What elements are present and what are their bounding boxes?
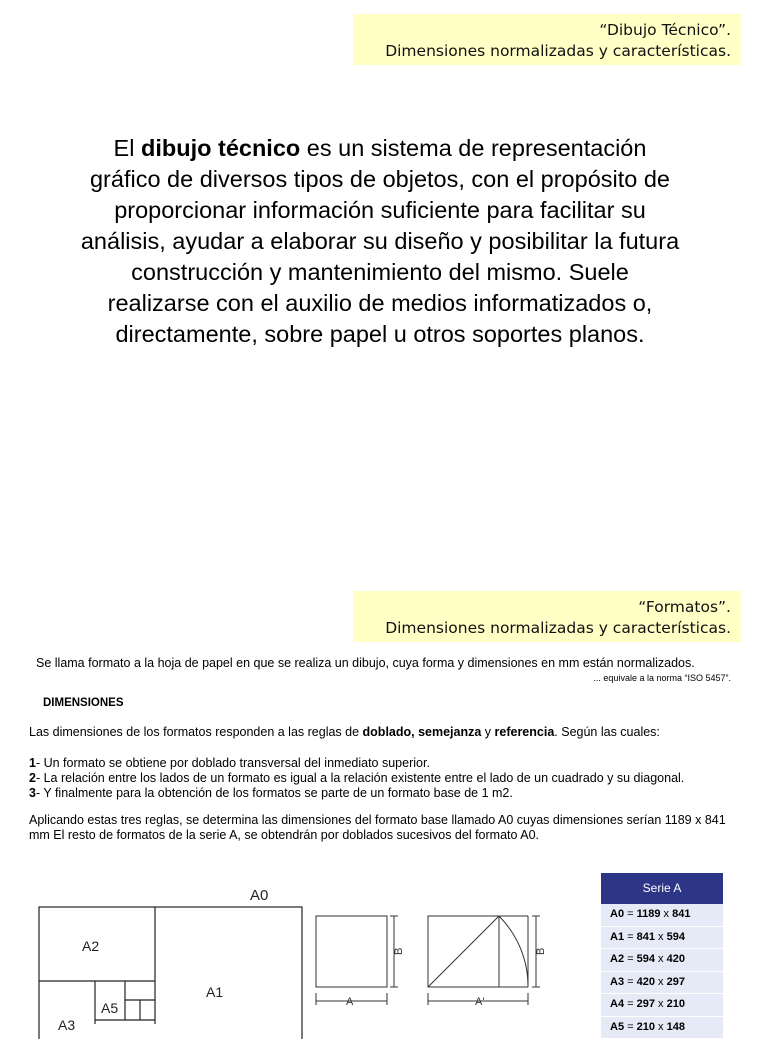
formato-definition: Se llama formato a la hoja de papel en que se realiza un dibujo, cuya forma y dimensiones en mm están normalizados. bbox=[36, 656, 736, 671]
rules-intro-bold-2: referencia bbox=[495, 725, 555, 739]
format-height: 210 bbox=[667, 998, 685, 1010]
rules-intro-c: . Según las cuales: bbox=[554, 725, 660, 739]
format-height: 841 bbox=[672, 908, 690, 920]
format-width: 210 bbox=[637, 1021, 655, 1033]
intro-rest: es un sistema de representación gráfico de diversos tipos de objetos, con el propósito de proporcionar información suficiente para facilitar su análisis, ayudar a elaborar su diseño y posibilitar la futura construcción y mantenimiento del mismo. Suele realizarse con el auxilio de medios informatizados o, directamente, sobre papel u otros soportes planos. bbox=[81, 135, 679, 347]
rule-number: 3 bbox=[29, 786, 36, 800]
equals-sign: = bbox=[624, 953, 637, 965]
format-width: 420 bbox=[637, 976, 655, 988]
rule-number: 1 bbox=[29, 756, 36, 770]
rule-item bbox=[29, 771, 749, 786]
label-a1: A1 bbox=[206, 984, 223, 1000]
times-sign: x bbox=[655, 931, 667, 943]
format-name: A2 bbox=[610, 953, 624, 965]
dimensiones-heading: DIMENSIONES bbox=[43, 696, 124, 711]
format-height: 594 bbox=[667, 931, 685, 943]
label-a5: A5 bbox=[101, 1000, 118, 1016]
format-width: 297 bbox=[637, 998, 655, 1010]
equals-sign: = bbox=[624, 998, 637, 1010]
format-name: A4 bbox=[610, 998, 624, 1010]
rules-list bbox=[29, 756, 749, 801]
table-row bbox=[601, 994, 723, 1017]
equals-sign: = bbox=[624, 976, 637, 988]
table-row bbox=[601, 904, 723, 927]
square-diagonal-diagram bbox=[310, 905, 570, 1024]
a0-paragraph: Aplicando estas tres reglas, se determina las dimensiones del formato base llamado A0 cuyas dimensiones serían 1189 x 841 mm El resto de formatos de la serie A, se obtendrán por doblados sucesivos del formato A0. bbox=[29, 813, 729, 843]
format-width: 1189 bbox=[637, 908, 661, 920]
table-row bbox=[601, 972, 723, 995]
intro-paragraph bbox=[80, 133, 680, 350]
times-sign: x bbox=[655, 998, 667, 1010]
rules-intro-bold-1: doblado, semejanza bbox=[363, 725, 482, 739]
format-name: A5 bbox=[610, 1021, 624, 1033]
label-a: A bbox=[346, 996, 354, 1008]
format-name: A3 bbox=[610, 976, 624, 988]
equals-sign: = bbox=[624, 908, 637, 920]
format-height: 420 bbox=[667, 953, 685, 965]
format-name: A1 bbox=[610, 931, 624, 943]
table-row bbox=[601, 1017, 723, 1039]
slide1-title-box bbox=[353, 14, 741, 65]
diagonal-line bbox=[428, 916, 499, 987]
times-sign: x bbox=[655, 1021, 667, 1033]
diagonal-arc bbox=[499, 916, 528, 987]
format-name: A0 bbox=[610, 908, 624, 920]
slide2-title: “Formatos”. bbox=[363, 597, 731, 618]
format-height: 297 bbox=[667, 976, 685, 988]
table-row bbox=[601, 949, 723, 972]
rules-intro bbox=[29, 725, 739, 740]
slide2-title-box bbox=[353, 591, 741, 642]
label-b2: B bbox=[535, 948, 547, 955]
equals-sign: = bbox=[624, 1021, 637, 1033]
label-a0: A0 bbox=[250, 887, 268, 904]
format-width: 841 bbox=[637, 931, 655, 943]
intro-lead: El bbox=[114, 135, 141, 161]
table-row bbox=[601, 927, 723, 950]
label-a2: A2 bbox=[82, 938, 99, 954]
rules-intro-a: Las dimensiones de los formatos responden a las reglas de bbox=[29, 725, 363, 739]
rule-text: - Y finalmente para la obtención de los formatos se parte de un formato base de 1 m2. bbox=[36, 786, 513, 800]
format-subdivision-diagram bbox=[30, 880, 280, 1024]
format-height: 148 bbox=[667, 1021, 685, 1033]
rule-number: 2 bbox=[29, 771, 36, 785]
equals-sign: = bbox=[624, 931, 637, 943]
rule-text: - La relación entre los lados de un formato es igual a la relación existente entre el lado de un cuadrado y su diagonal. bbox=[36, 771, 684, 785]
slide2-subtitle: Dimensiones normalizadas y características. bbox=[363, 618, 731, 638]
times-sign: x bbox=[655, 976, 667, 988]
serie-a-table bbox=[601, 873, 723, 1039]
iso-note: ... equivale a la norma “ISO 5457”. bbox=[593, 671, 731, 686]
rule-item bbox=[29, 756, 749, 771]
rule-item bbox=[29, 786, 749, 801]
slide1-subtitle: Dimensiones normalizadas y características. bbox=[363, 41, 731, 61]
times-sign: x bbox=[655, 953, 667, 965]
times-sign: x bbox=[660, 908, 672, 920]
rule-text: - Un formato se obtiene por doblado transversal del inmediato superior. bbox=[36, 756, 430, 770]
label-a3: A3 bbox=[58, 1017, 75, 1033]
format-width: 594 bbox=[637, 953, 655, 965]
rules-intro-y: y bbox=[481, 725, 494, 739]
label-b: B bbox=[393, 948, 405, 955]
serie-a-header: Serie A bbox=[601, 873, 723, 904]
square-a bbox=[316, 916, 387, 987]
label-a-prime: A' bbox=[475, 996, 484, 1008]
a0-outline bbox=[39, 907, 302, 1039]
intro-bold-term: dibujo técnico bbox=[141, 135, 300, 161]
slide1-title: “Dibujo Técnico”. bbox=[363, 20, 731, 41]
